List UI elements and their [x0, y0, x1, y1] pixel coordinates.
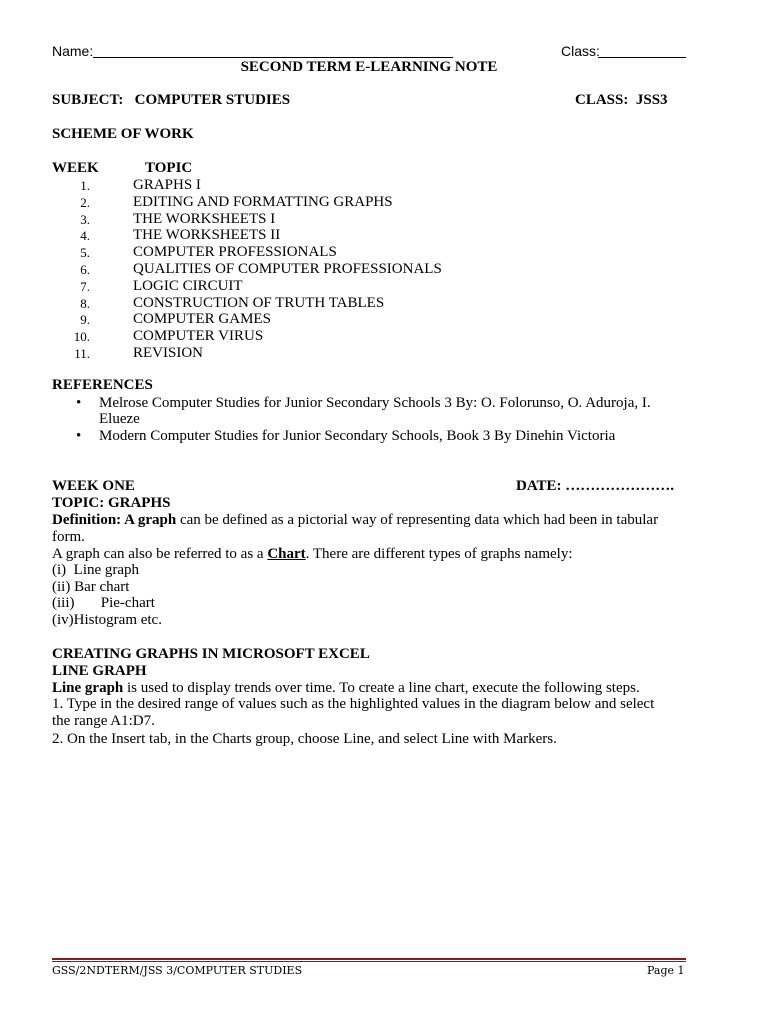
scheme-heading: SCHEME OF WORK: [52, 126, 194, 142]
name-blank-line: [93, 57, 453, 58]
line-graph-bold: Line graph: [52, 680, 124, 696]
reference-1-line2: Elueze: [99, 411, 140, 427]
week-topic: EDITING AND FORMATTING GRAPHS: [133, 193, 393, 210]
week-number: 4.: [80, 228, 90, 244]
line-graph-description: [52, 680, 640, 697]
reference-1-line1: Melrose Computer Studies for Junior Secondary Schools 3 By: O. Folorunso, O. Aduroja, I.: [99, 395, 651, 411]
chart-pre: A graph can also be referred to as a: [52, 546, 268, 562]
step-1-line1: 1. Type in the desired range of values such as the highlighted values in the diagram below and select: [52, 696, 655, 712]
definition-line: [52, 512, 658, 529]
week-topic: QUALITIES OF COMPUTER PROFESSIONALS: [133, 261, 442, 277]
definition-bold: Definition: A graph: [52, 512, 177, 528]
document-title: SECOND TERM E-LEARNING NOTE: [240, 59, 498, 75]
week-topic: COMPUTER PROFESSIONALS: [133, 244, 337, 261]
bullet-icon: •: [76, 395, 82, 411]
page-number: Page 1: [647, 964, 685, 977]
line-graph-text: is used to display trends over time. To create a line chart, execute the following steps.: [123, 680, 640, 696]
week-topic: COMPUTER GAMES: [133, 311, 271, 328]
graph-type-3: (iii) Pie-chart: [52, 595, 155, 611]
step-1-line2: the range A1:D7.: [52, 713, 155, 729]
week-number: 1.: [80, 178, 90, 193]
step-2: 2. On the Insert tab, in the Charts group, choose Line, and select Line with Markers.: [52, 731, 557, 747]
graph-type-2: (ii) Bar chart: [52, 579, 130, 595]
week-number: 9.: [80, 312, 90, 328]
definition-text: can be defined as a pictorial way of representing data which had been in tabular: [176, 512, 659, 528]
week-topic: LOGIC CIRCUIT: [133, 277, 243, 294]
definition-continued: form.: [52, 529, 85, 545]
topic-heading: TOPIC: GRAPHS: [52, 495, 171, 511]
class-value: CLASS: JSS3: [575, 92, 668, 108]
line-graph-heading: LINE GRAPH: [52, 663, 147, 679]
week-topic: GRAPHS I: [133, 177, 201, 193]
graph-type-4: (iv)Histogram etc.: [52, 612, 162, 628]
subject-line: SUBJECT: COMPUTER STUDIES: [52, 92, 291, 108]
week-column-header: WEEK: [52, 160, 99, 176]
date-field: DATE: ………………….: [516, 478, 675, 494]
reference-2: Modern Computer Studies for Junior Secondary Schools, Book 3 By Dinehin Victoria: [99, 428, 616, 444]
week-topic: REVISION: [133, 345, 203, 361]
week-topic: CONSTRUCTION OF TRUTH TABLES: [133, 294, 385, 311]
week-number: 5.: [80, 245, 90, 261]
week-number: 2.: [80, 194, 90, 210]
week-topic: THE WORKSHEETS II: [133, 227, 281, 244]
excel-heading: CREATING GRAPHS IN MICROSOFT EXCEL: [52, 646, 370, 662]
chart-post: . There are different types of graphs namely:: [305, 546, 573, 562]
week-number: 8.: [80, 295, 90, 311]
footer-left: GSS/2NDTERM/JSS 3/COMPUTER STUDIES: [52, 964, 303, 977]
footer-rule: [52, 958, 686, 960]
week-topic: COMPUTER VIRUS: [133, 328, 264, 345]
name-label: Name:: [52, 43, 94, 59]
class-blank-line: [598, 57, 686, 58]
footer-rule-thin: [52, 961, 686, 962]
references-heading: REFERENCES: [52, 377, 153, 393]
week-topic: THE WORKSHEETS I: [133, 210, 276, 227]
chart-line: [52, 546, 573, 563]
week-number: 6.: [80, 262, 90, 277]
week-number: 7.: [80, 278, 90, 294]
week-one-heading: WEEK ONE: [52, 478, 135, 494]
week-number: 11.: [74, 346, 90, 361]
week-number: 10.: [73, 329, 90, 345]
class-label: Class:: [561, 43, 600, 59]
week-number: 3.: [80, 211, 90, 227]
bullet-icon: •: [76, 428, 82, 444]
chart-word: Chart: [267, 546, 306, 562]
topic-column-header: TOPIC: [145, 160, 193, 176]
graph-type-1: (i) Line graph: [52, 562, 140, 578]
